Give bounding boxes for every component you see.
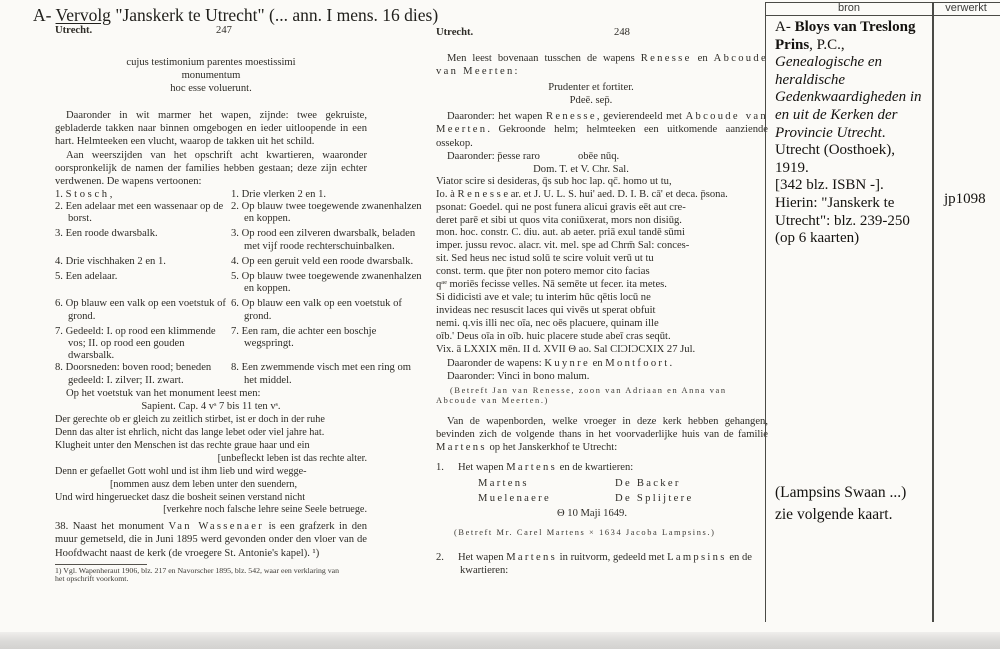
citation-paragraph: A- Bloys van Treslong Prins, P.C., Genealogische en heraldische Gedenkwaardigheden in en uit de Kerken der Provincie Utrecht. Utrecht (Oosthoek), 1919.	[775, 19, 922, 176]
daaronder-renesse-paragraph: Daaronder: het wapen Renesse, gevierendeeld met Abcoude van Meerten. Gekroonde helm; helmteeken een uitkomende aanziende ossekop.	[436, 111, 768, 149]
title-rest: "Janskerk te Utrecht" (... ann. I mens. 16 dies)	[110, 5, 439, 25]
heraldry-left-item: 4. Drie vischhaken 2 en 1.	[55, 255, 166, 267]
title-prefix: A-	[33, 5, 56, 25]
bron-header: bron	[837, 2, 861, 14]
source-panel-header	[766, 3, 1000, 16]
motto-pdee: Pdeē. sep̄.	[569, 95, 613, 107]
page-number: 247	[216, 25, 232, 36]
heraldry-right-item: 5. Op blauw twee toegewende zwanenhalzen en koppen.	[231, 271, 422, 295]
running-head-247	[55, 24, 367, 38]
heraldry-right-item: 6. Op blauw een valk op een voetstuk of grond.	[231, 298, 402, 322]
kwartier-name: Martens	[478, 478, 529, 490]
heraldry-row	[55, 298, 402, 322]
kuynre-montfoort-line: Daaronder de wapens: Kuynre en Montfoort.	[447, 357, 673, 369]
heraldry-left-item: 8. Doorsneden: boven rood; beneden gedeeld: I. zilver; II. zwart.	[55, 362, 212, 386]
scan-bottom-edge	[0, 632, 1000, 649]
heraldry-right-item: 7. Een ram, die achter een boschje wegspringt.	[231, 325, 377, 350]
daaronder-pesse-line: Daaronder: p̄esse raro obēe nūq.	[447, 150, 620, 162]
heraldry-left-item: 6. Op blauw een valk op een voetstuk of grond.	[55, 298, 226, 322]
verwerkt-code: jp1098	[944, 191, 986, 207]
date-line: Θ 10 Maji 1649.	[556, 508, 628, 520]
page-248-column	[436, 26, 768, 577]
see-next-card-note: (Lampsins Swaan ...) zie volgende kaart.	[775, 484, 907, 523]
footnote: 1) Vgl. Wapenheraut 1906, blz. 217 en Navorscher 1895, blz. 542, waar een verklaring van het opschrift voorkomt.	[55, 565, 340, 584]
heraldry-row	[55, 255, 414, 268]
paragraph-wapen: Daaronder in wit marmer het wapen, zijnde: twee gekruiste, gebladerde takken naar binnen omgebogen en ieder uitloopende in een hart. Helmteeken een vlucht, waarop de takken uit het schild.	[55, 110, 367, 148]
paragraph-kwartieren: Aan weerszijden van het opschrift acht kwartieren, waaronder oorspronkelijk de namen der families hebben gestaan; deze zijn echter verdwenen. De wapens vertoonen:	[55, 149, 367, 187]
heraldry-left-item: 2. Een adelaar met een wassenaar op de borst.	[55, 201, 224, 225]
source-panel	[765, 2, 1000, 622]
heraldry-right-item: 1. Drie vlerken 2 en 1.	[231, 188, 327, 200]
footnote-rule	[55, 564, 147, 565]
source-citation	[775, 19, 932, 248]
heraldry-list	[55, 188, 422, 387]
citation-extra: [342 blz. ISBN -]. Hierin: "Janskerk te Utrecht": blz. 239-250 (op 6 kaarten)	[775, 177, 910, 247]
paragraph-38: 38. Naast het monument Van Wassenaer is een grafzerk in den muur gemetseld, die in Juni 1895 werd gevonden onder den vloer van de Hoofdwacht naast de kerk (de vroegere St. Antonie's kapel). ¹)	[55, 521, 367, 559]
title-underlined-word: Vervolg	[55, 5, 111, 25]
heraldry-right-item: 4. Op een geruit veld een roode dwarsbalk.	[231, 255, 414, 267]
column-divider-line	[932, 3, 934, 622]
running-city: Utrecht.	[55, 25, 93, 36]
voetstuk-line: Op het voetstuk van het monument leest men:	[66, 387, 261, 399]
heraldry-left-item: 5. Een adelaar.	[55, 271, 118, 283]
latin-epigraph: cujus testimonium parentes moestissimi monumentum hoc esse voluerunt.	[126, 57, 296, 95]
page-number: 248	[614, 27, 630, 38]
heraldry-left-item: 7. Gedeeld: I. op rood een klimmende vos; II. op rood een gouden dwarsbalk.	[55, 325, 216, 362]
heraldry-row	[55, 326, 398, 363]
kwartier-name: De Splijtere	[615, 493, 694, 505]
heraldry-row	[55, 362, 412, 386]
men-leest-paragraph: Men leest bovenaan tusschen de wapens Renesse en Abcoude van Meerten:	[436, 53, 768, 78]
heraldry-row	[55, 189, 398, 201]
heraldry-right-item: 8. Een zwemmende visch met een ring om het middel.	[231, 362, 412, 386]
running-head-248	[436, 26, 768, 40]
motto-prudenter: Prudenter et fortiter.	[548, 82, 634, 94]
heraldry-right-item: 3. Op rood een zilveren dwarsbalk, beladen met vijf roode rechterschuinbalken.	[231, 228, 416, 252]
card-title-line	[33, 5, 438, 26]
kwartier-name: Muelenaere	[478, 493, 551, 505]
betreft-note-renesse: (Betreft Jan van Renesse, zoon van Adriaan en Anna van Abcoude van Meerten.)	[436, 385, 727, 405]
kwartieren-row	[436, 491, 768, 506]
heraldry-left-item: 1. S t o s c h ,	[55, 188, 113, 200]
running-city: Utrecht.	[436, 27, 474, 38]
kwartier-name: De Backer	[615, 478, 681, 490]
heraldry-right-item: 2. Op blauw twee toegewende zwanenhalzen en koppen.	[231, 201, 422, 225]
latin-epitaph: Viator scire si desideras, q̄s sub hoc lap. qc̄. homo ut tu, Io. à R e n e s s e ar. et J. U. L. S. hui' aed. D. I. B. cā' et deca. p̄sona. psonat: Goedel. qui ne post funera alicui gravis eēt aut cre- deret parē et sibi ut quos vita coniūxerat, mors non disiūg. mon. hoc. constr. C. diu. aut. ab aeter. priā exul tandē sūmi imper. jussu revoc. alacr. vit. mel. spe ad Chrm̄ Sal: conces- sit. Sed heus nec istud solū te scire voluit verū ut tu const. term. que p̄ter non potero memor cito facias qᵃᵉ moriēs fecisse velles. Nā semēte ut fecer. ita metes. Si didicisti ave et vale; tu interim hūc qētis locū ne invideas nec resuscit laces qui vivēs ut sperat obfuit nemi. q.vis illi nec oīa, nec oēs placuere, quinam ille oīb.' Deus oīa in oīb. huic placere stude abeī cras seqūt. Vix. ā LXXIX mēn. II d. XVII Θ ao. Sal CIƆIƆCXIX 27 Jul.	[436, 175, 728, 355]
dom-line: Dom. T. et V. Chr. Sal.	[533, 163, 629, 175]
page-247-column	[55, 24, 422, 584]
item-2-heading: 2. Het wapen Martens in ruitvorm, gedeeld met Lampsins en de kwartieren:	[436, 552, 752, 577]
item-1-heading: 1. Het wapen Martens en de kwartieren:	[436, 462, 634, 473]
kwartieren-table	[436, 476, 768, 506]
wapenborden-paragraph: Van de wapenborden, welke vroeger in deze kerk hebben gehangen, bevinden zich de volgende thans in het voorvaderlijke huis van de familie Martens op het Janskerkhof te Utrecht:	[436, 415, 768, 453]
heraldry-row	[55, 201, 422, 225]
vinci-line: Daaronder: Vinci in bono malum.	[447, 370, 590, 382]
heraldry-row	[55, 271, 422, 295]
heraldry-left-item: 3. Een roode dwarsbalk.	[55, 228, 158, 240]
betreft-note-martens: (Betreft Mr. Carel Martens × 1634 Jacoba Lampsins.)	[454, 528, 716, 538]
kwartieren-row	[436, 476, 768, 491]
german-verse: Der gerechte ob er gleich zu zeitlich stirbet, ist er doch in der ruhe Denn das alter ist ehrlich, nicht das lange lebet oder viel jahre hat. Klugheit unter den Menschen ist das rechte graue haar und ein [unbefleckt leben ist das rechte alter. Denn er gefaellet Gott wohl und ist ihm lieb und wird wegge- [nommen ausz dem leben unter den suendern, Und wird hingeruecket dasz die bosheit seinen verstand nicht [verkehre noch falsche lehre seine Seele betruege.	[55, 414, 367, 516]
verwerkt-header: verwerkt	[945, 2, 987, 14]
sapient-line: Sapient. Cap. 4 vˢ 7 bis 11 ten vˢ.	[141, 400, 281, 412]
heraldry-row	[55, 228, 416, 252]
